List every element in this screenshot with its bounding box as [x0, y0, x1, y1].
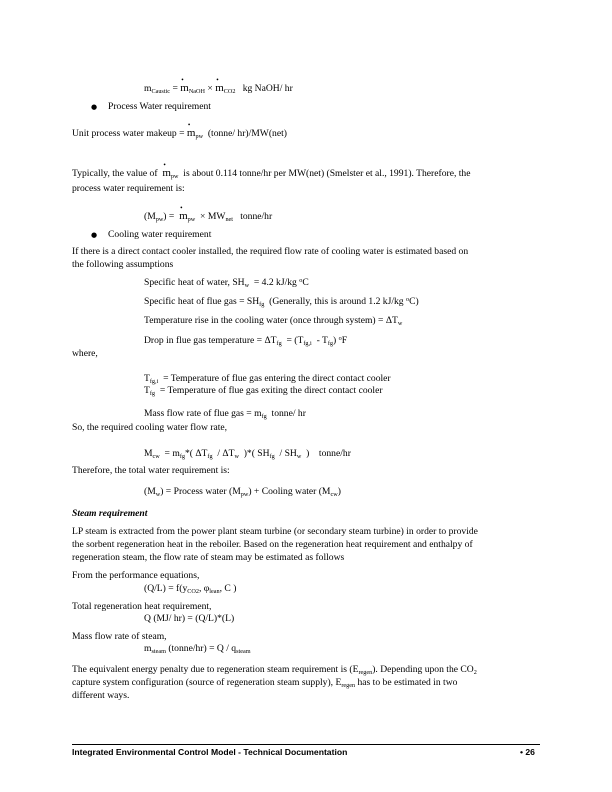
bullet-process-water: Process Water requirement — [108, 101, 211, 112]
equation-q: Q (MJ/ hr) = (Q/L)*(L) — [144, 613, 235, 624]
mass-steam-label: Mass flow rate of steam, — [72, 631, 167, 642]
paragraph-typical-line1: Typically, the value of • $m_{pw}$ is about 0.114 tonne/hr per MW(net) (Smelster et al., 1991). Therefore, the — [72, 167, 470, 181]
mass-flow-flue-gas: Mass flow rate of flue gas = $m_{fg}$ tonne/ hr — [144, 408, 306, 420]
steam-para-line2: the sorbent regeneration heat in the reboiler. Based on the regeneration heat requirement and enthalpy of — [72, 539, 473, 550]
footer-title: Integrated Environmental Control Model - Technical Documentation — [72, 747, 348, 757]
from-performance: From the performance equations, — [72, 570, 200, 581]
equation-mpw: $(M_{pw})$ = • $m_{pw} \times MW_{net}$ tonne/hr — [144, 210, 272, 224]
paragraph-typical-line2: process water requirement is: — [72, 183, 185, 194]
definition-tfg: $T_{fg}$ = Temperature of flue gas exiting the direct contact cooler — [144, 385, 383, 397]
paragraph-cooler-line2: the following assumptions — [72, 259, 174, 270]
assumption-specific-heat-flue: Specific heat of flue gas = $SH_{fg}$ (Generally, this is around 1.2 kJ/kg $^o$C) — [144, 296, 419, 308]
final-para-line3: different ways. — [72, 690, 130, 701]
so-line: So, the required cooling water flow rate, — [72, 422, 228, 433]
equation-mcw: $M_{cw} = m_{fg}*$( $\Delta T_{fg} / \Delta T_w$ )*( $SH_{fg} / SH_w$ ) tonne/hr — [144, 448, 351, 460]
bullet-icon: ● — [91, 103, 98, 111]
steam-para-line3: regeneration steam, the flow rate of steam may be estimated as follows — [72, 552, 345, 563]
equation-ql: $(Q/L) = f(y_{CO2}$, $\varphi_{lean}$, C ) — [144, 583, 237, 595]
equation-caustic: $m_{Caustic}$ = • $m_{NaOH}$ × • $m_{CO2}$ kg NaOH/ hr — [144, 82, 293, 96]
total-regeneration-label: Total regeneration heat requirement, — [72, 601, 212, 612]
equation-total-water: $(M_w)$ = Process water $(M_{pw})$ + Cooling water $(M_{cw})$ — [144, 486, 341, 498]
assumption-temp-rise: Temperature rise in the cooling water (once through system) = $\Delta T_w$ — [144, 315, 403, 327]
assumption-drop: Drop in flue gas temperature = $\Delta T_{fg} = (T_{fg,i} - T_{fg})$ $^o$F — [144, 335, 348, 347]
bullet-icon: ● — [91, 231, 98, 239]
final-para-line2: capture system configuration (source of regeneration steam supply), $E_{regen}$ has to be estimated in two — [72, 677, 458, 689]
final-para-line1: The equivalent energy penalty due to regeneration steam requirement is $(E_{regen})$. Depending upon the $CO_2$ — [72, 664, 477, 676]
unit-process-water-makeup: Unit process water makeup = • $m_{pw}$ (tonne/ hr)/MW(net) — [72, 127, 287, 141]
section-heading-steam: Steam requirement — [72, 508, 148, 519]
definition-tfgi: $T_{fg,i}$ = Temperature of flue gas entering the direct contact cooler — [144, 373, 391, 385]
paragraph-cooler-line1: If there is a direct contact cooler installed, the required flow rate of cooling water is estimated based on — [72, 246, 469, 257]
where-label: where, — [72, 348, 98, 359]
bullet-cooling-water: Cooling water requirement — [108, 229, 212, 240]
therefore-total: Therefore, the total water requirement is: — [72, 465, 230, 476]
footer-bullet-icon: • — [520, 747, 524, 757]
assumption-specific-heat-water: Specific heat of water, $SH_w = 4.2$ kJ/kg $^o$C — [144, 277, 309, 289]
footer-rule — [72, 744, 540, 745]
steam-para-line1: LP steam is extracted from the power plant steam turbine (or secondary steam turbine) in order to provide — [72, 526, 478, 537]
equation-msteam: $m_{steam}$ (tonne/hr) = Q / $q_{steam}$ — [144, 643, 251, 655]
footer-page — [520, 747, 535, 758]
page-number: 26 — [525, 747, 535, 757]
